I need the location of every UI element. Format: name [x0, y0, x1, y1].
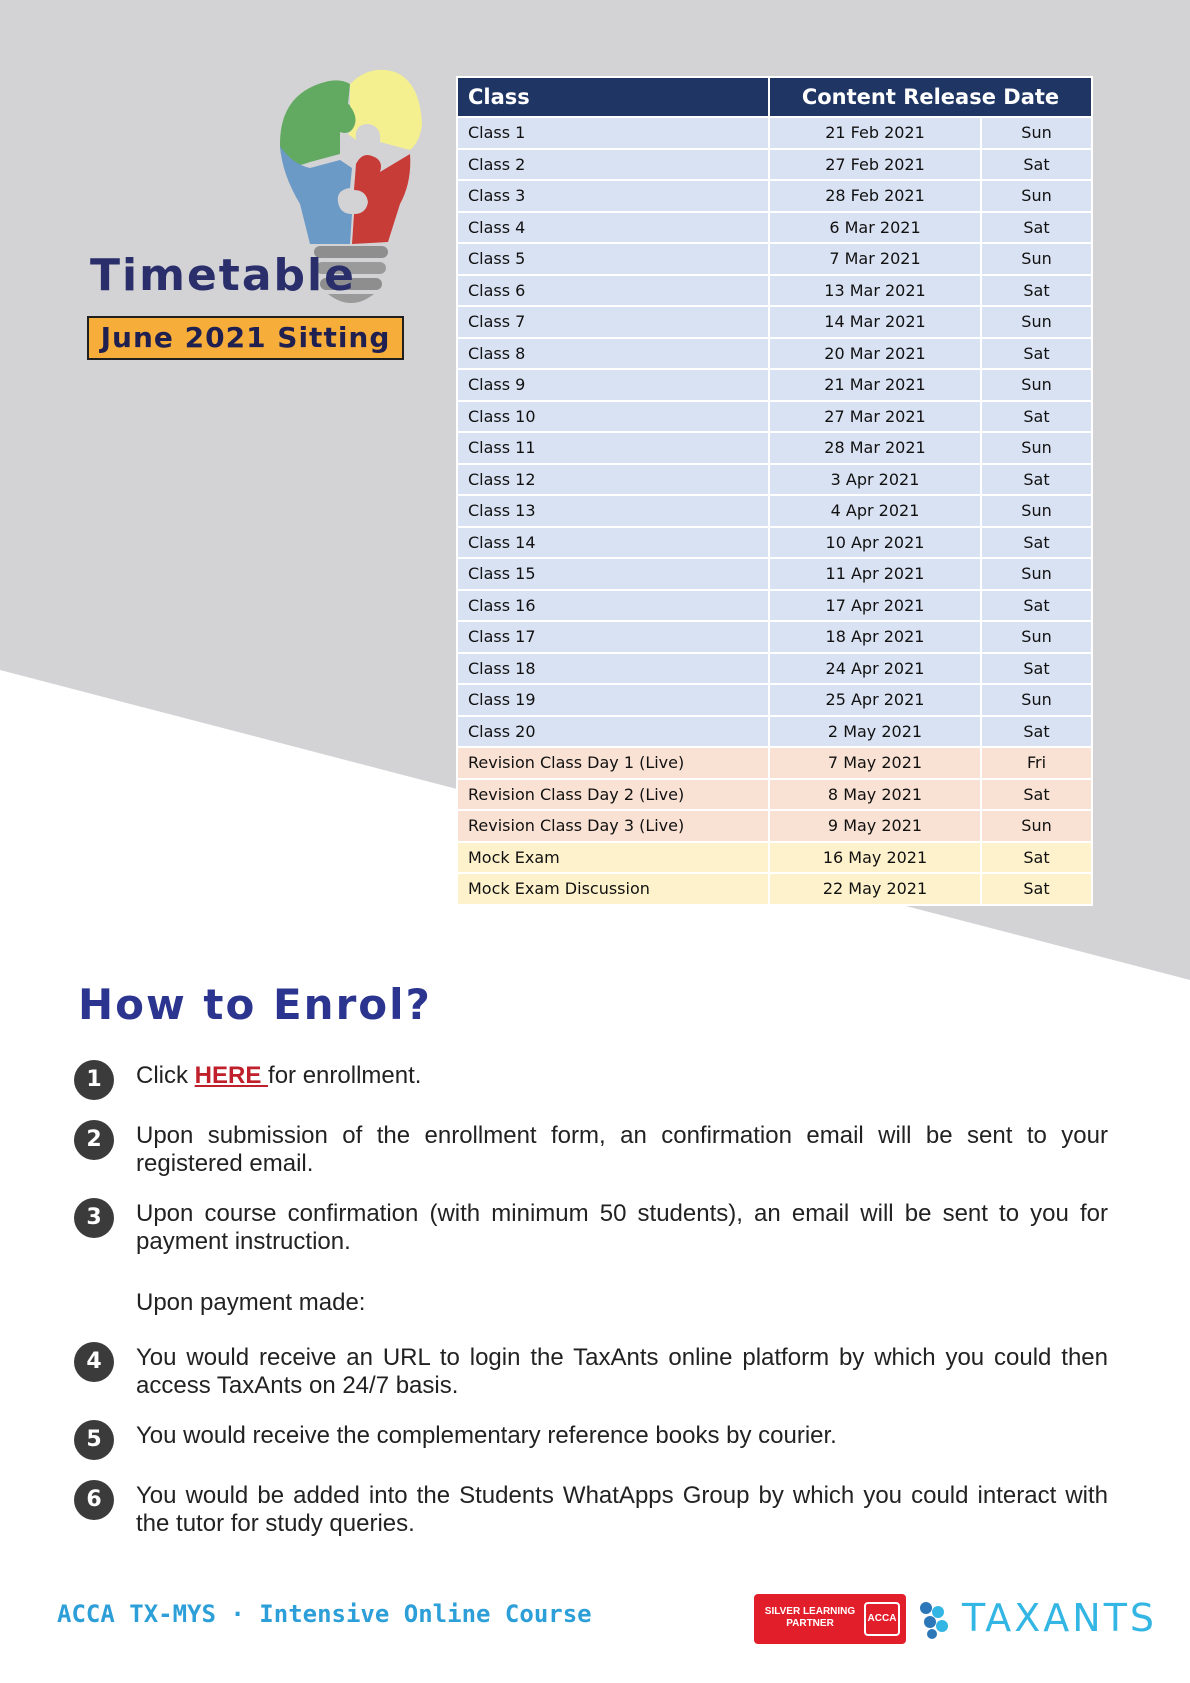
- table-row: [457, 527, 1092, 559]
- cell-date: 3 Apr 2021: [769, 464, 981, 496]
- table-row: [457, 873, 1092, 905]
- cell-date: 17 Apr 2021: [769, 590, 981, 622]
- course-name: ACCA TX-MYS · Intensive Online Course: [57, 1600, 592, 1628]
- table-row: [457, 495, 1092, 527]
- cell-day: Fri: [981, 747, 1092, 779]
- acca-logo: ACCA: [864, 1602, 900, 1636]
- cell-date: 8 May 2021: [769, 779, 981, 811]
- table-row: [457, 653, 1092, 685]
- cell-date: 6 Mar 2021: [769, 212, 981, 244]
- taxants-logo-icon: [918, 1600, 954, 1640]
- cell-date: 27 Feb 2021: [769, 149, 981, 181]
- cell-class: Mock Exam: [457, 842, 769, 874]
- cell-day: Sun: [981, 810, 1092, 842]
- cell-day: Sun: [981, 432, 1092, 464]
- cell-day: Sat: [981, 212, 1092, 244]
- cell-day: Sun: [981, 369, 1092, 401]
- table-row: [457, 149, 1092, 181]
- cell-day: Sat: [981, 464, 1092, 496]
- enrol-here-link[interactable]: HERE: [194, 1062, 269, 1089]
- cell-date: 2 May 2021: [769, 716, 981, 748]
- cell-date: 14 Mar 2021: [769, 306, 981, 338]
- cell-date: 11 Apr 2021: [769, 558, 981, 590]
- cell-day: Sun: [981, 684, 1092, 716]
- cell-date: 20 Mar 2021: [769, 338, 981, 370]
- table-row: [457, 212, 1092, 244]
- table-row: [457, 590, 1092, 622]
- cell-date: 22 May 2021: [769, 873, 981, 905]
- table-row: [457, 275, 1092, 307]
- payment-heading: Upon payment made:: [136, 1289, 366, 1316]
- cell-day: Sat: [981, 842, 1092, 874]
- table-row: [457, 747, 1092, 779]
- cell-day: Sun: [981, 306, 1092, 338]
- cell-date: 4 Apr 2021: [769, 495, 981, 527]
- table-row: [457, 401, 1092, 433]
- cell-date: 7 Mar 2021: [769, 243, 981, 275]
- acca-partner-badge: [754, 1594, 906, 1644]
- table-row: [457, 842, 1092, 874]
- cell-class: Class 6: [457, 275, 769, 307]
- step-text: You would receive the complementary reference books by courier.: [136, 1422, 837, 1449]
- cell-day: Sat: [981, 716, 1092, 748]
- cell-day: Sat: [981, 338, 1092, 370]
- cell-date: 24 Apr 2021: [769, 653, 981, 685]
- cell-date: 21 Mar 2021: [769, 369, 981, 401]
- cell-date: 21 Feb 2021: [769, 117, 981, 149]
- timetable: [456, 76, 1093, 906]
- step-text: You would be added into the Students WhatApps Group by which you could interact with the tutor for study queries.: [136, 1482, 1108, 1537]
- table-row: [457, 558, 1092, 590]
- step-1-suffix: for enrollment.: [268, 1062, 422, 1089]
- table-row: [457, 810, 1092, 842]
- table-row: [457, 464, 1092, 496]
- cell-day: Sat: [981, 527, 1092, 559]
- table-row: [457, 369, 1092, 401]
- cell-day: Sun: [981, 243, 1092, 275]
- page-title: Timetable: [90, 250, 356, 301]
- cell-class: Class 4: [457, 212, 769, 244]
- cell-day: Sun: [981, 495, 1092, 527]
- step-number: 2: [74, 1120, 114, 1160]
- cell-day: Sun: [981, 558, 1092, 590]
- cell-date: 7 May 2021: [769, 747, 981, 779]
- step-number: 6: [74, 1480, 114, 1520]
- cell-class: Class 9: [457, 369, 769, 401]
- cell-day: Sat: [981, 149, 1092, 181]
- step-number: 1: [74, 1060, 114, 1100]
- cell-date: 10 Apr 2021: [769, 527, 981, 559]
- step-text: Upon submission of the enrollment form, an confirmation email will be sent to your registered email.: [136, 1122, 1108, 1177]
- cell-day: Sat: [981, 653, 1092, 685]
- badge-text: SILVER LEARNING PARTNER: [764, 1606, 856, 1629]
- cell-class: Class 10: [457, 401, 769, 433]
- cell-class: Class 1: [457, 117, 769, 149]
- step-text: Upon course confirmation (with minimum 50 students), an email will be sent to you for payment instruction.: [136, 1200, 1108, 1255]
- step-number: 3: [74, 1198, 114, 1238]
- cell-class: Mock Exam Discussion: [457, 873, 769, 905]
- cell-class: Class 17: [457, 621, 769, 653]
- step-text: You would receive an URL to login the TaxAnts online platform by which you could then access TaxAnts on 24/7 basis.: [136, 1344, 1108, 1399]
- cell-day: Sat: [981, 873, 1092, 905]
- cell-date: 13 Mar 2021: [769, 275, 981, 307]
- step-1-prefix: Click: [136, 1062, 195, 1089]
- step-number: 5: [74, 1420, 114, 1460]
- step-text: [136, 1062, 1108, 1090]
- cell-class: Revision Class Day 3 (Live): [457, 810, 769, 842]
- header-class: Class: [457, 77, 769, 117]
- table-header-row: [457, 77, 1092, 117]
- cell-class: Class 2: [457, 149, 769, 181]
- cell-day: Sun: [981, 117, 1092, 149]
- cell-date: 18 Apr 2021: [769, 621, 981, 653]
- cell-class: Class 18: [457, 653, 769, 685]
- cell-class: Revision Class Day 1 (Live): [457, 747, 769, 779]
- cell-day: Sat: [981, 590, 1092, 622]
- cell-class: Class 20: [457, 716, 769, 748]
- table-row: [457, 432, 1092, 464]
- taxants-brand: TAXANTS: [962, 1596, 1158, 1640]
- cell-date: 27 Mar 2021: [769, 401, 981, 433]
- table-row: [457, 117, 1092, 149]
- table-row: [457, 338, 1092, 370]
- cell-class: Class 3: [457, 180, 769, 212]
- cell-day: Sat: [981, 401, 1092, 433]
- cell-date: 25 Apr 2021: [769, 684, 981, 716]
- table-row: [457, 180, 1092, 212]
- table-row: [457, 684, 1092, 716]
- cell-day: Sat: [981, 779, 1092, 811]
- cell-class: Class 11: [457, 432, 769, 464]
- cell-day: Sun: [981, 180, 1092, 212]
- sitting-badge: June 2021 Sitting: [87, 316, 404, 360]
- cell-date: 28 Mar 2021: [769, 432, 981, 464]
- cell-class: Class 19: [457, 684, 769, 716]
- cell-class: Class 7: [457, 306, 769, 338]
- cell-class: Class 12: [457, 464, 769, 496]
- cell-day: Sat: [981, 275, 1092, 307]
- cell-date: 28 Feb 2021: [769, 180, 981, 212]
- table-row: [457, 243, 1092, 275]
- step-number: 4: [74, 1342, 114, 1382]
- cell-class: Class 8: [457, 338, 769, 370]
- cell-date: 16 May 2021: [769, 842, 981, 874]
- cell-class: Revision Class Day 2 (Live): [457, 779, 769, 811]
- enrol-heading: How to Enrol?: [78, 980, 432, 1029]
- cell-class: Class 13: [457, 495, 769, 527]
- cell-class: Class 15: [457, 558, 769, 590]
- cell-date: 9 May 2021: [769, 810, 981, 842]
- table-row: [457, 716, 1092, 748]
- table-row: [457, 306, 1092, 338]
- cell-day: Sun: [981, 621, 1092, 653]
- table-row: [457, 621, 1092, 653]
- cell-class: Class 14: [457, 527, 769, 559]
- cell-class: Class 5: [457, 243, 769, 275]
- header-release-date: Content Release Date: [769, 77, 1092, 117]
- table-row: [457, 779, 1092, 811]
- cell-class: Class 16: [457, 590, 769, 622]
